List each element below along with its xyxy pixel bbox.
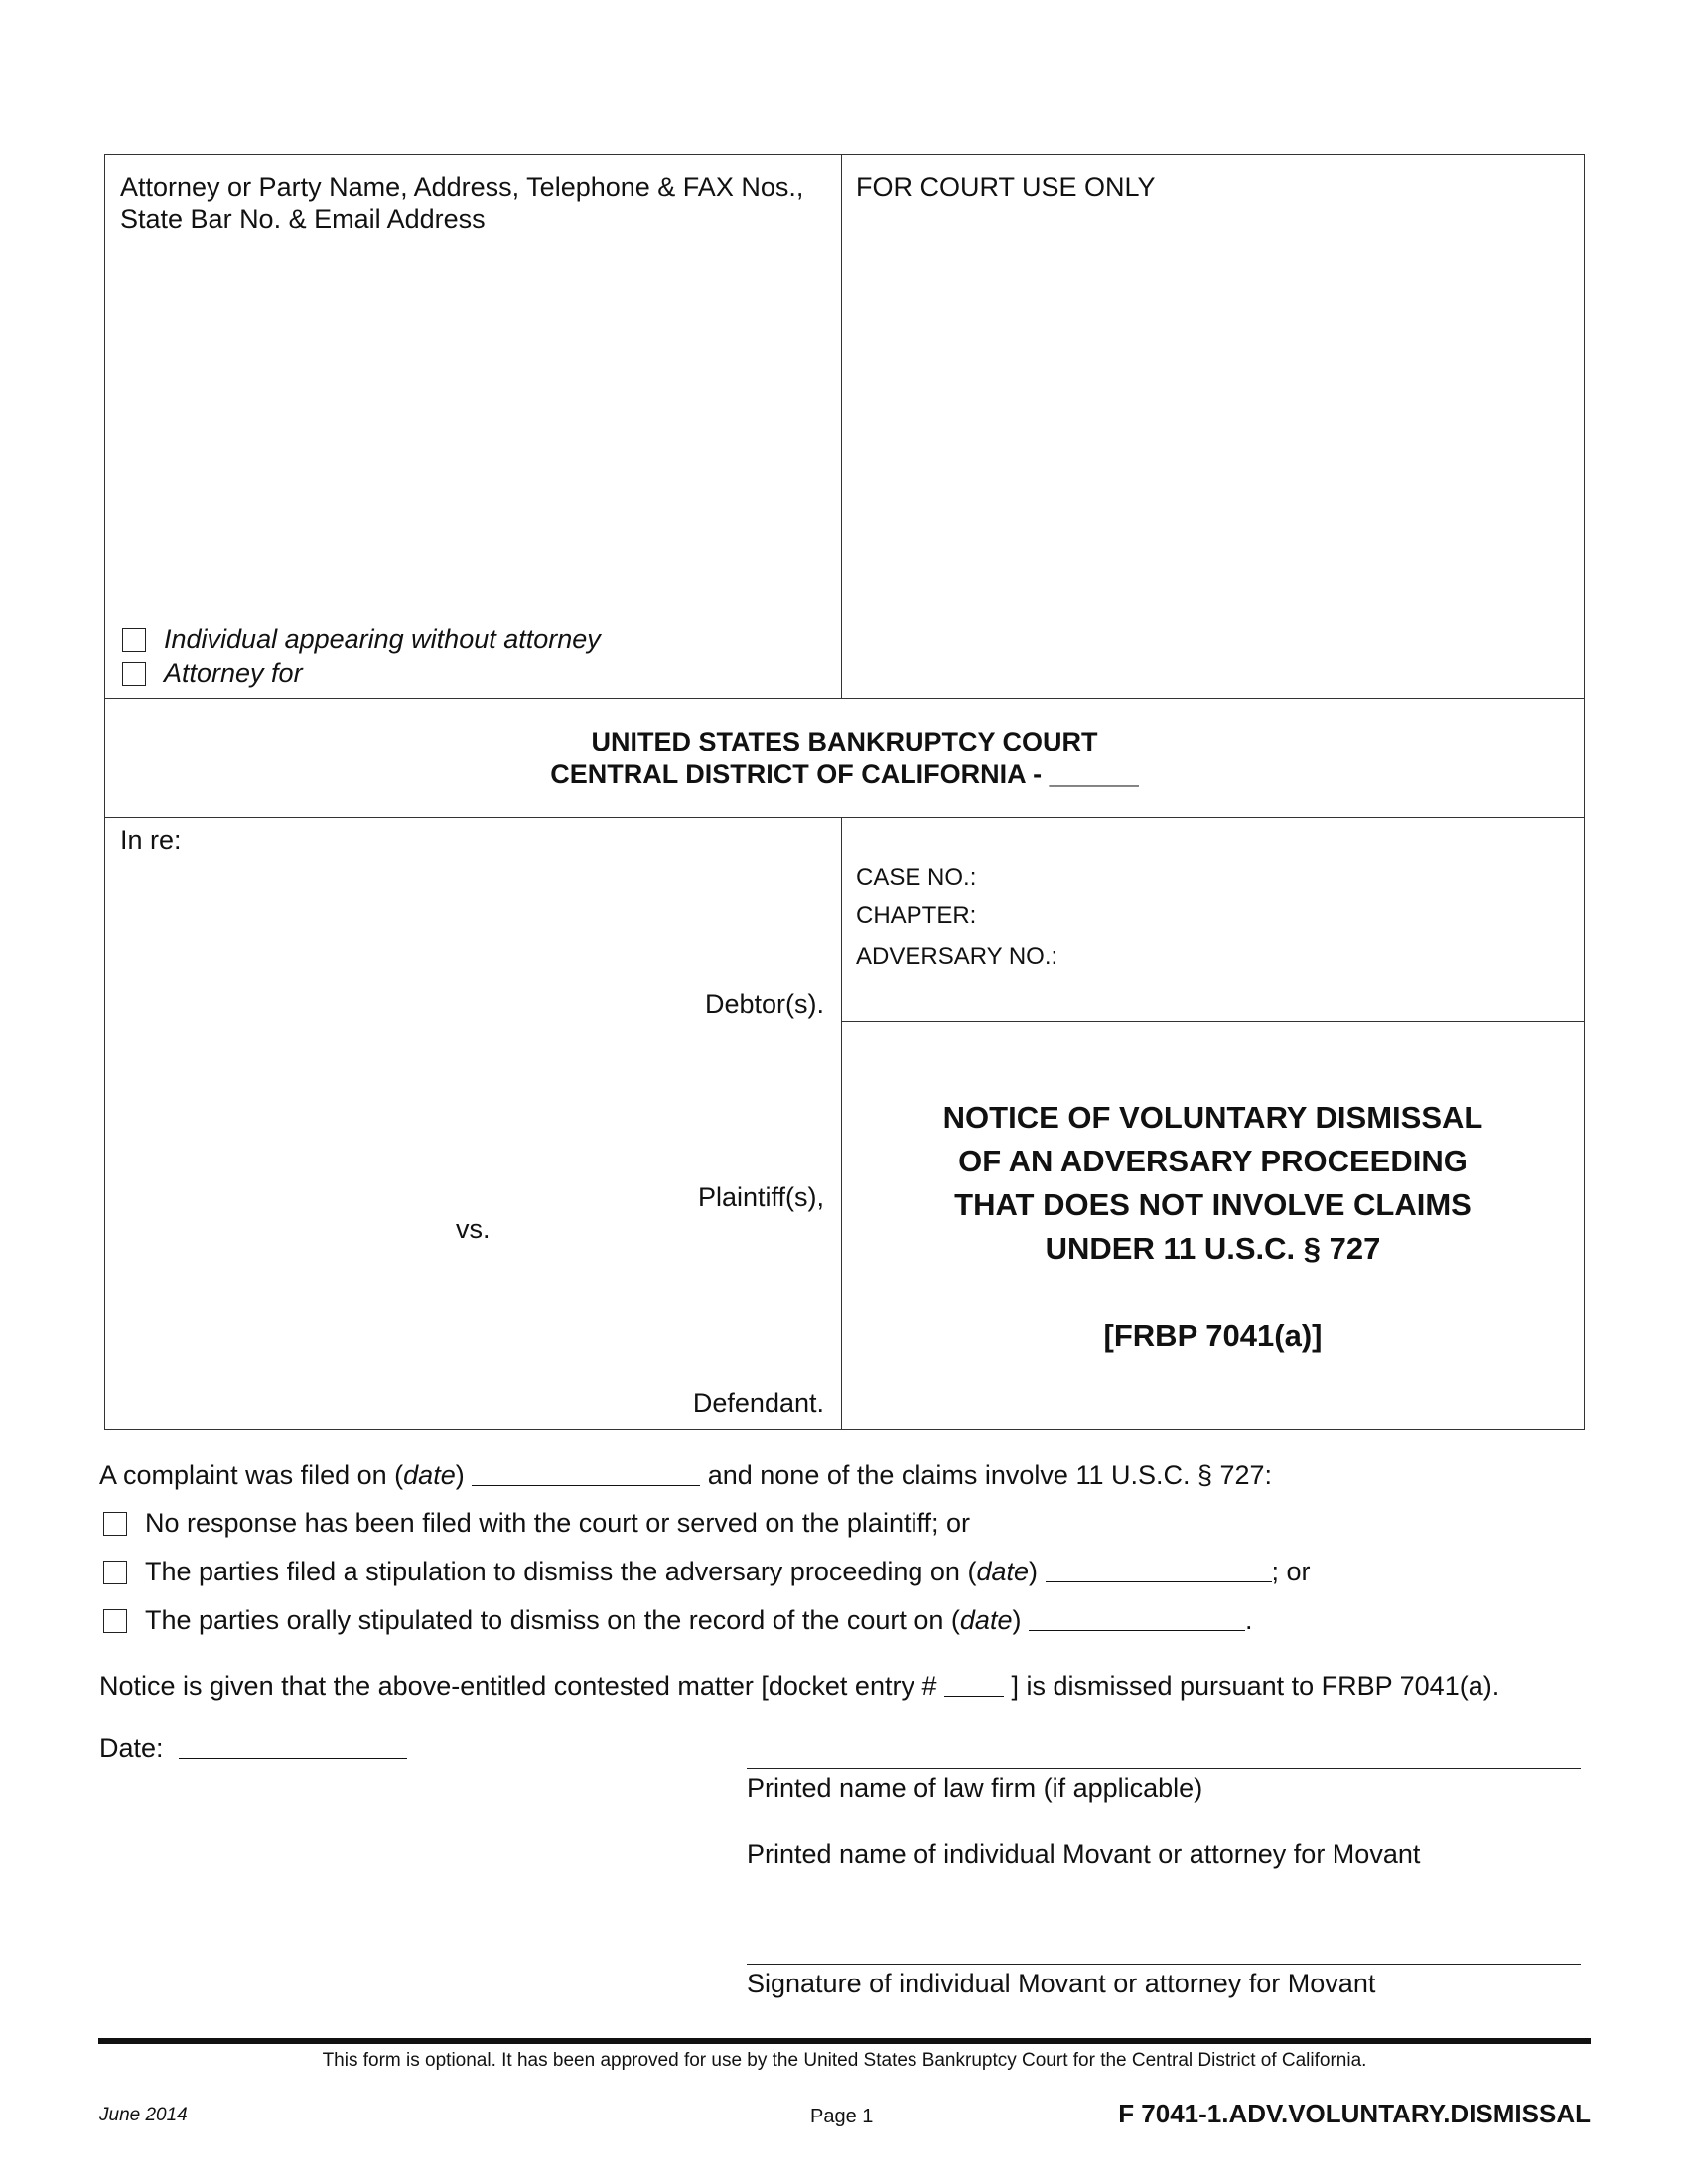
signature-label: Signature of individual Movant or attorney for Movant: [747, 1969, 1376, 1998]
law-firm-label: Printed name of law firm (if applicable): [747, 1773, 1203, 1803]
individual-checkbox[interactable]: [122, 628, 146, 652]
docket-entry-field[interactable]: [944, 1674, 1004, 1697]
oral-stipulation-date-word: date: [959, 1605, 1013, 1635]
individual-checkbox-label: Individual appearing without attorney: [164, 624, 601, 654]
complaint-line: [99, 1459, 1272, 1492]
title-line-1: NOTICE OF VOLUNTARY DISMISSAL: [942, 1100, 1483, 1135]
court-use-label: FOR COURT USE ONLY: [856, 172, 1156, 202]
vs-label: vs.: [456, 1214, 491, 1244]
defendant-label: Defendant.: [692, 1388, 824, 1418]
law-firm-line[interactable]: [747, 1768, 1581, 1769]
notice-line: [99, 1670, 1499, 1703]
stipulation-filed-text-pre: The parties filed a stipulation to dismiss the adversary proceeding on (: [145, 1557, 977, 1586]
title-line-4: UNDER 11 U.S.C. § 727: [1045, 1231, 1381, 1266]
stipulation-filed-date-field[interactable]: [1046, 1560, 1272, 1582]
signing-date-field[interactable]: [179, 1736, 407, 1759]
complaint-text-post: and none of the claims involve 11 U.S.C. § 727:: [700, 1460, 1273, 1490]
notice-text-pre: Notice is given that the above-entitled contested matter [docket entry #: [99, 1671, 944, 1701]
notice-text-post: ] is dismissed pursuant to FRBP 7041(a).: [1003, 1671, 1500, 1701]
complaint-date-word: date: [403, 1460, 456, 1490]
court-name: UNITED STATES BANKRUPTCY COURT: [591, 727, 1098, 756]
option-row-1: [103, 1507, 970, 1540]
no-response-label: No response has been filed with the court or served on the plaintiff; or: [145, 1508, 970, 1538]
attorney-checkbox-label: Attorney for: [164, 658, 303, 688]
option-row-3: [103, 1604, 1252, 1637]
oral-stipulation-text-pre: The parties orally stipulated to dismiss on the record of the court on (: [145, 1605, 960, 1635]
oral-stipulation-text-post: .: [1244, 1605, 1253, 1635]
movant-name-label: Printed name of individual Movant or attorney for Movant: [747, 1840, 1421, 1869]
oral-stipulation-text-mid: ): [1012, 1605, 1029, 1635]
footer-rule: [98, 2038, 1591, 2044]
rule-citation: [FRBP 7041(a)]: [1103, 1318, 1323, 1353]
complaint-text-mid: ): [455, 1460, 473, 1490]
adversary-no-label: ADVERSARY NO.:: [856, 943, 1058, 970]
attorney-header-line1: Attorney or Party Name, Address, Telephone & FAX Nos.,: [120, 172, 804, 202]
stipulation-filed-text-post: ; or: [1271, 1557, 1311, 1586]
footer-date: June 2014: [99, 2105, 188, 2125]
chapter-label: CHAPTER:: [856, 902, 977, 929]
title-line-2: OF AN ADVERSARY PROCEEDING: [958, 1144, 1468, 1178]
date-label: Date:: [99, 1733, 164, 1763]
court-heading: [104, 726, 1585, 791]
title-line-3: THAT DOES NOT INVOLVE CLAIMS: [954, 1187, 1472, 1222]
signature-line[interactable]: [747, 1964, 1581, 1965]
stipulation-filed-date-word: date: [976, 1557, 1029, 1586]
oral-stipulation-date-field[interactable]: [1029, 1608, 1245, 1631]
attorney-header-line2: State Bar No. & Email Address: [120, 205, 486, 234]
document-title: [841, 1096, 1585, 1271]
plaintiff-label: Plaintiff(s),: [697, 1182, 824, 1212]
no-response-checkbox[interactable]: [103, 1512, 127, 1536]
stipulation-filed-checkbox[interactable]: [103, 1561, 127, 1584]
attorney-header: [120, 171, 835, 236]
court-district: CENTRAL DISTRICT OF CALIFORNIA - ______: [550, 759, 1139, 789]
in-re-label: In re:: [120, 825, 182, 855]
footer-page: Page 1: [810, 2106, 874, 2127]
caption-divider-top: [841, 154, 842, 698]
option-row-2: [103, 1556, 1311, 1588]
checkbox-row-individual[interactable]: [122, 623, 601, 656]
complaint-date-field[interactable]: [472, 1463, 700, 1486]
case-no-label: CASE NO.:: [856, 864, 977, 890]
footer-form-id: F 7041-1.ADV.VOLUNTARY.DISMISSAL: [1118, 2099, 1591, 2128]
caption-rule-1: [104, 698, 1585, 699]
stipulation-filed-text-mid: ): [1029, 1557, 1046, 1586]
oral-stipulation-checkbox[interactable]: [103, 1609, 127, 1633]
date-row: [99, 1732, 407, 1765]
checkbox-row-attorney[interactable]: [122, 657, 303, 690]
attorney-checkbox[interactable]: [122, 662, 146, 686]
complaint-text-pre: A complaint was filed on (: [99, 1460, 404, 1490]
caption-rule-3: [841, 1021, 1585, 1022]
debtor-label: Debtor(s).: [704, 989, 824, 1019]
caption-rule-2: [104, 817, 1585, 818]
footer-approval: This form is optional. It has been approved for use by the United States Bankruptcy Court for the Central District of California.: [322, 2050, 1367, 2071]
